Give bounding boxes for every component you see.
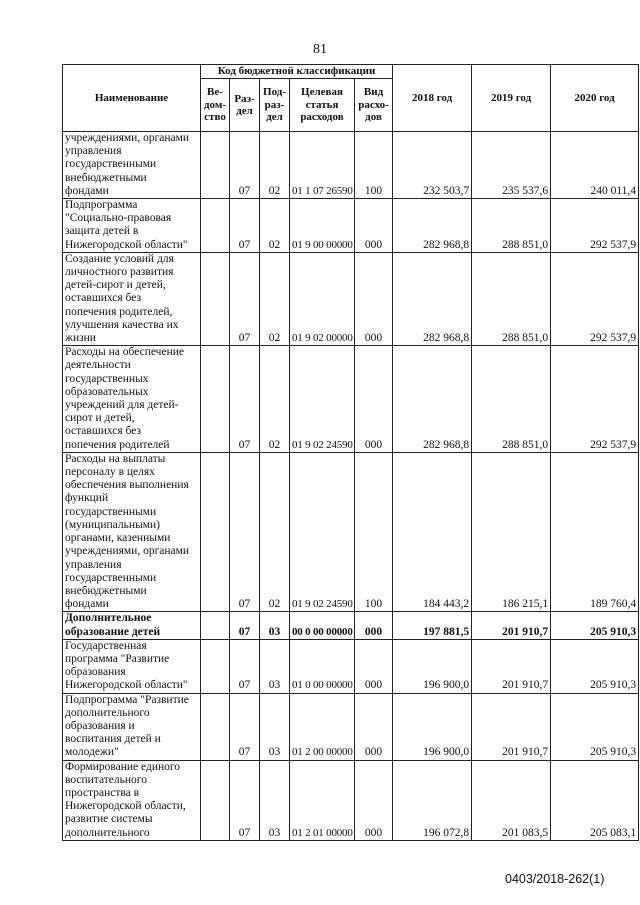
row-podrazdel: 03	[260, 693, 290, 760]
row-target-article: 01 9 02 24590	[290, 346, 355, 453]
row-value-2018: 282 968,8	[393, 252, 472, 345]
table-row	[63, 760, 639, 840]
row-name: учреждениями, органами управления государственными внебюджетными фондами	[63, 132, 201, 199]
row-expense-type: 000	[355, 346, 393, 453]
row-value-2020: 205 910,3	[551, 612, 639, 639]
row-podrazdel: 02	[260, 132, 290, 199]
row-value-2019: 201 083,5	[472, 760, 551, 840]
row-value-2019: 201 910,7	[472, 693, 551, 760]
row-name: Дополнительное образование детей	[63, 612, 201, 639]
row-value-2018: 196 072,8	[393, 760, 472, 840]
row-value-2018: 184 443,2	[393, 452, 472, 611]
row-value-2018: 282 968,8	[393, 199, 472, 253]
row-vedomstvo	[201, 639, 230, 693]
row-vedomstvo	[201, 346, 230, 453]
row-podrazdel: 02	[260, 452, 290, 611]
row-podrazdel: 02	[260, 199, 290, 253]
row-target-article: 01 2 01 00000	[290, 760, 355, 840]
col-header-vid: Вид расхо- дов	[355, 79, 393, 132]
row-value-2019: 235 537,6	[472, 132, 551, 199]
row-name: Расходы на обеспечение деятельности государственных образовательных учреждений для детей- сирот и детей, оставшихся без попечения родителей	[63, 346, 201, 453]
row-expense-type: 000	[355, 760, 393, 840]
col-header-podrazdel: Под- раз- дел	[260, 79, 290, 132]
row-value-2019: 288 851,0	[472, 199, 551, 253]
row-value-2019: 201 910,7	[472, 612, 551, 639]
row-value-2020: 292 537,9	[551, 199, 639, 253]
row-value-2020: 292 537,9	[551, 346, 639, 453]
table-row	[63, 693, 639, 760]
row-name: Создание условий для личностного развития детей-сирот и детей, оставшихся без попечения родителей, улучшения качества их жизни	[63, 252, 201, 345]
row-value-2018: 197 881,5	[393, 612, 472, 639]
row-name: Подпрограмма "Развитие дополнительного образования и воспитания детей и молодежи"	[63, 693, 201, 760]
col-header-name: Наименование	[63, 65, 201, 132]
row-podrazdel: 02	[260, 252, 290, 345]
row-expense-type: 100	[355, 132, 393, 199]
col-header-vedomstvo: Ве- дом- ство	[201, 79, 230, 132]
row-value-2018: 196 900,0	[393, 693, 472, 760]
row-razdel: 07	[230, 760, 260, 840]
row-value-2020: 205 910,3	[551, 639, 639, 693]
row-podrazdel: 02	[260, 346, 290, 453]
row-razdel: 07	[230, 346, 260, 453]
row-razdel: 07	[230, 199, 260, 253]
row-podrazdel: 03	[260, 612, 290, 639]
budget-table	[62, 64, 639, 841]
table-row	[63, 452, 639, 611]
row-value-2018: 232 503,7	[393, 132, 472, 199]
row-razdel: 07	[230, 252, 260, 345]
row-expense-type: 000	[355, 639, 393, 693]
document-code: 0403/2018-262(1)	[505, 872, 605, 886]
row-vedomstvo	[201, 199, 230, 253]
page-number: 81	[313, 42, 327, 57]
row-razdel: 07	[230, 132, 260, 199]
col-header-2020: 2020 год	[551, 65, 639, 132]
row-vedomstvo	[201, 132, 230, 199]
col-header-razdel: Раз- дел	[230, 79, 260, 132]
row-name: Подпрограмма "Социально-правовая защита детей в Нижегородской области"	[63, 199, 201, 253]
row-expense-type: 000	[355, 199, 393, 253]
row-target-article: 01 1 07 26590	[290, 132, 355, 199]
table-row	[63, 612, 639, 639]
row-podrazdel: 03	[260, 639, 290, 693]
row-name: Государственная программа "Развитие образования Нижегородской области"	[63, 639, 201, 693]
row-razdel: 07	[230, 693, 260, 760]
table-row	[63, 199, 639, 253]
row-value-2019: 288 851,0	[472, 346, 551, 453]
row-value-2020: 292 537,9	[551, 252, 639, 345]
row-vedomstvo	[201, 760, 230, 840]
row-razdel: 07	[230, 452, 260, 611]
row-expense-type: 000	[355, 252, 393, 345]
row-target-article: 01 9 00 00000	[290, 199, 355, 253]
row-podrazdel: 03	[260, 760, 290, 840]
row-vedomstvo	[201, 612, 230, 639]
row-value-2020: 205 910,3	[551, 693, 639, 760]
row-target-article: 00 0 00 00000	[290, 612, 355, 639]
row-vedomstvo	[201, 252, 230, 345]
row-value-2018: 196 900,0	[393, 639, 472, 693]
row-razdel: 07	[230, 612, 260, 639]
col-header-2018: 2018 год	[393, 65, 472, 132]
row-target-article: 01 2 00 00000	[290, 693, 355, 760]
row-expense-type: 000	[355, 693, 393, 760]
row-value-2020: 240 011,4	[551, 132, 639, 199]
row-target-article: 01 0 00 00000	[290, 639, 355, 693]
table-row	[63, 639, 639, 693]
col-header-classification: Код бюджетной классификации	[201, 65, 393, 79]
row-vedomstvo	[201, 693, 230, 760]
row-value-2019: 288 851,0	[472, 252, 551, 345]
row-value-2018: 282 968,8	[393, 346, 472, 453]
row-target-article: 01 9 02 24590	[290, 452, 355, 611]
row-razdel: 07	[230, 639, 260, 693]
row-expense-type: 100	[355, 452, 393, 611]
table-row	[63, 252, 639, 345]
col-header-target: Целевая статья расходов	[290, 79, 355, 132]
row-name: Расходы на выплаты персоналу в целях обеспечения выполнения функций государственными (муниципальными) органами, казенными учреждениями, органами управления государственными внебюджетными фондами	[63, 452, 201, 611]
row-value-2019: 201 910,7	[472, 639, 551, 693]
table-row	[63, 132, 639, 199]
row-name: Формирование единого воспитательного пространства в Нижегородской области, развитие системы дополнительного	[63, 760, 201, 840]
row-value-2020: 189 760,4	[551, 452, 639, 611]
row-value-2020: 205 083,1	[551, 760, 639, 840]
row-target-article: 01 9 02 00000	[290, 252, 355, 345]
col-header-2019: 2019 год	[472, 65, 551, 132]
table-row	[63, 346, 639, 453]
row-expense-type: 000	[355, 612, 393, 639]
row-value-2019: 186 215,1	[472, 452, 551, 611]
row-vedomstvo	[201, 452, 230, 611]
